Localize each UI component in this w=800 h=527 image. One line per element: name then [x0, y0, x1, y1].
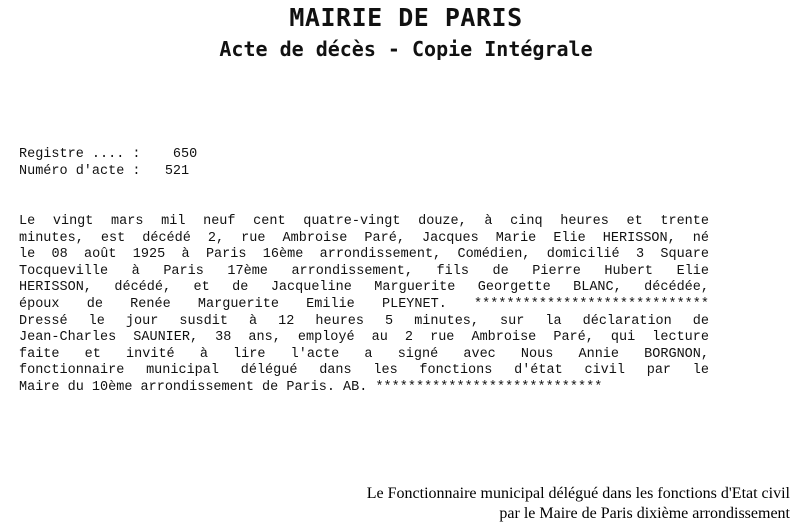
registry-block: [19, 146, 197, 180]
act-line: Maire du 10ème arrondissement de Paris. AB. ****************************: [19, 379, 603, 395]
signature-block: [367, 484, 790, 524]
act-line: HERISSON, décédé, et de Jacqueline Marguerite Georgette BLANC, décédée,: [19, 280, 709, 296]
act-line: Le vingt mars mil neuf cent quatre-vingt douze, à cinq heures et trente: [19, 214, 709, 229]
act-number: Numéro d'acte : 521: [19, 164, 190, 179]
act-body: [19, 214, 709, 397]
act-line: faite et invité à lire l'acte a signé avec Nous Annie BORGNON,: [19, 346, 709, 362]
registry-number: Registre .... : 650: [19, 147, 198, 162]
act-line: Jean-Charles SAUNIER, 38 ans, employé au 2 rue Ambroise Paré, qui lecture: [19, 330, 709, 346]
signature-line-1: Le Fonctionnaire municipal délégué dans les fonctions d'Etat civil: [366, 485, 790, 502]
document-title: MAIRIE DE PARIS: [289, 3, 523, 32]
document-subtitle: Acte de décès - Copie Intégrale: [219, 37, 593, 61]
act-line: le 08 août 1925 à Paris 16ème arrondissement, Comédien, domicilié 3 Square: [19, 247, 709, 263]
act-line: Dressé le jour susdit à 12 heures 5 minutes, sur la déclaration de: [19, 313, 709, 329]
signature-line-2: par le Maire de Paris dixième arrondissement: [499, 505, 790, 522]
act-line: Tocqueville à Paris 17ème arrondissement, fils de Pierre Hubert Elie: [19, 263, 709, 279]
act-line: minutes, est décédé 2, rue Ambroise Paré, Jacques Marie Elie HERISSON, né: [19, 230, 709, 246]
act-line: époux de Renée Marguerite Emilie PLEYNET. *****************************: [19, 296, 709, 312]
act-line: fonctionnaire municipal délégué dans les fonctions d'état civil par le: [19, 363, 709, 379]
